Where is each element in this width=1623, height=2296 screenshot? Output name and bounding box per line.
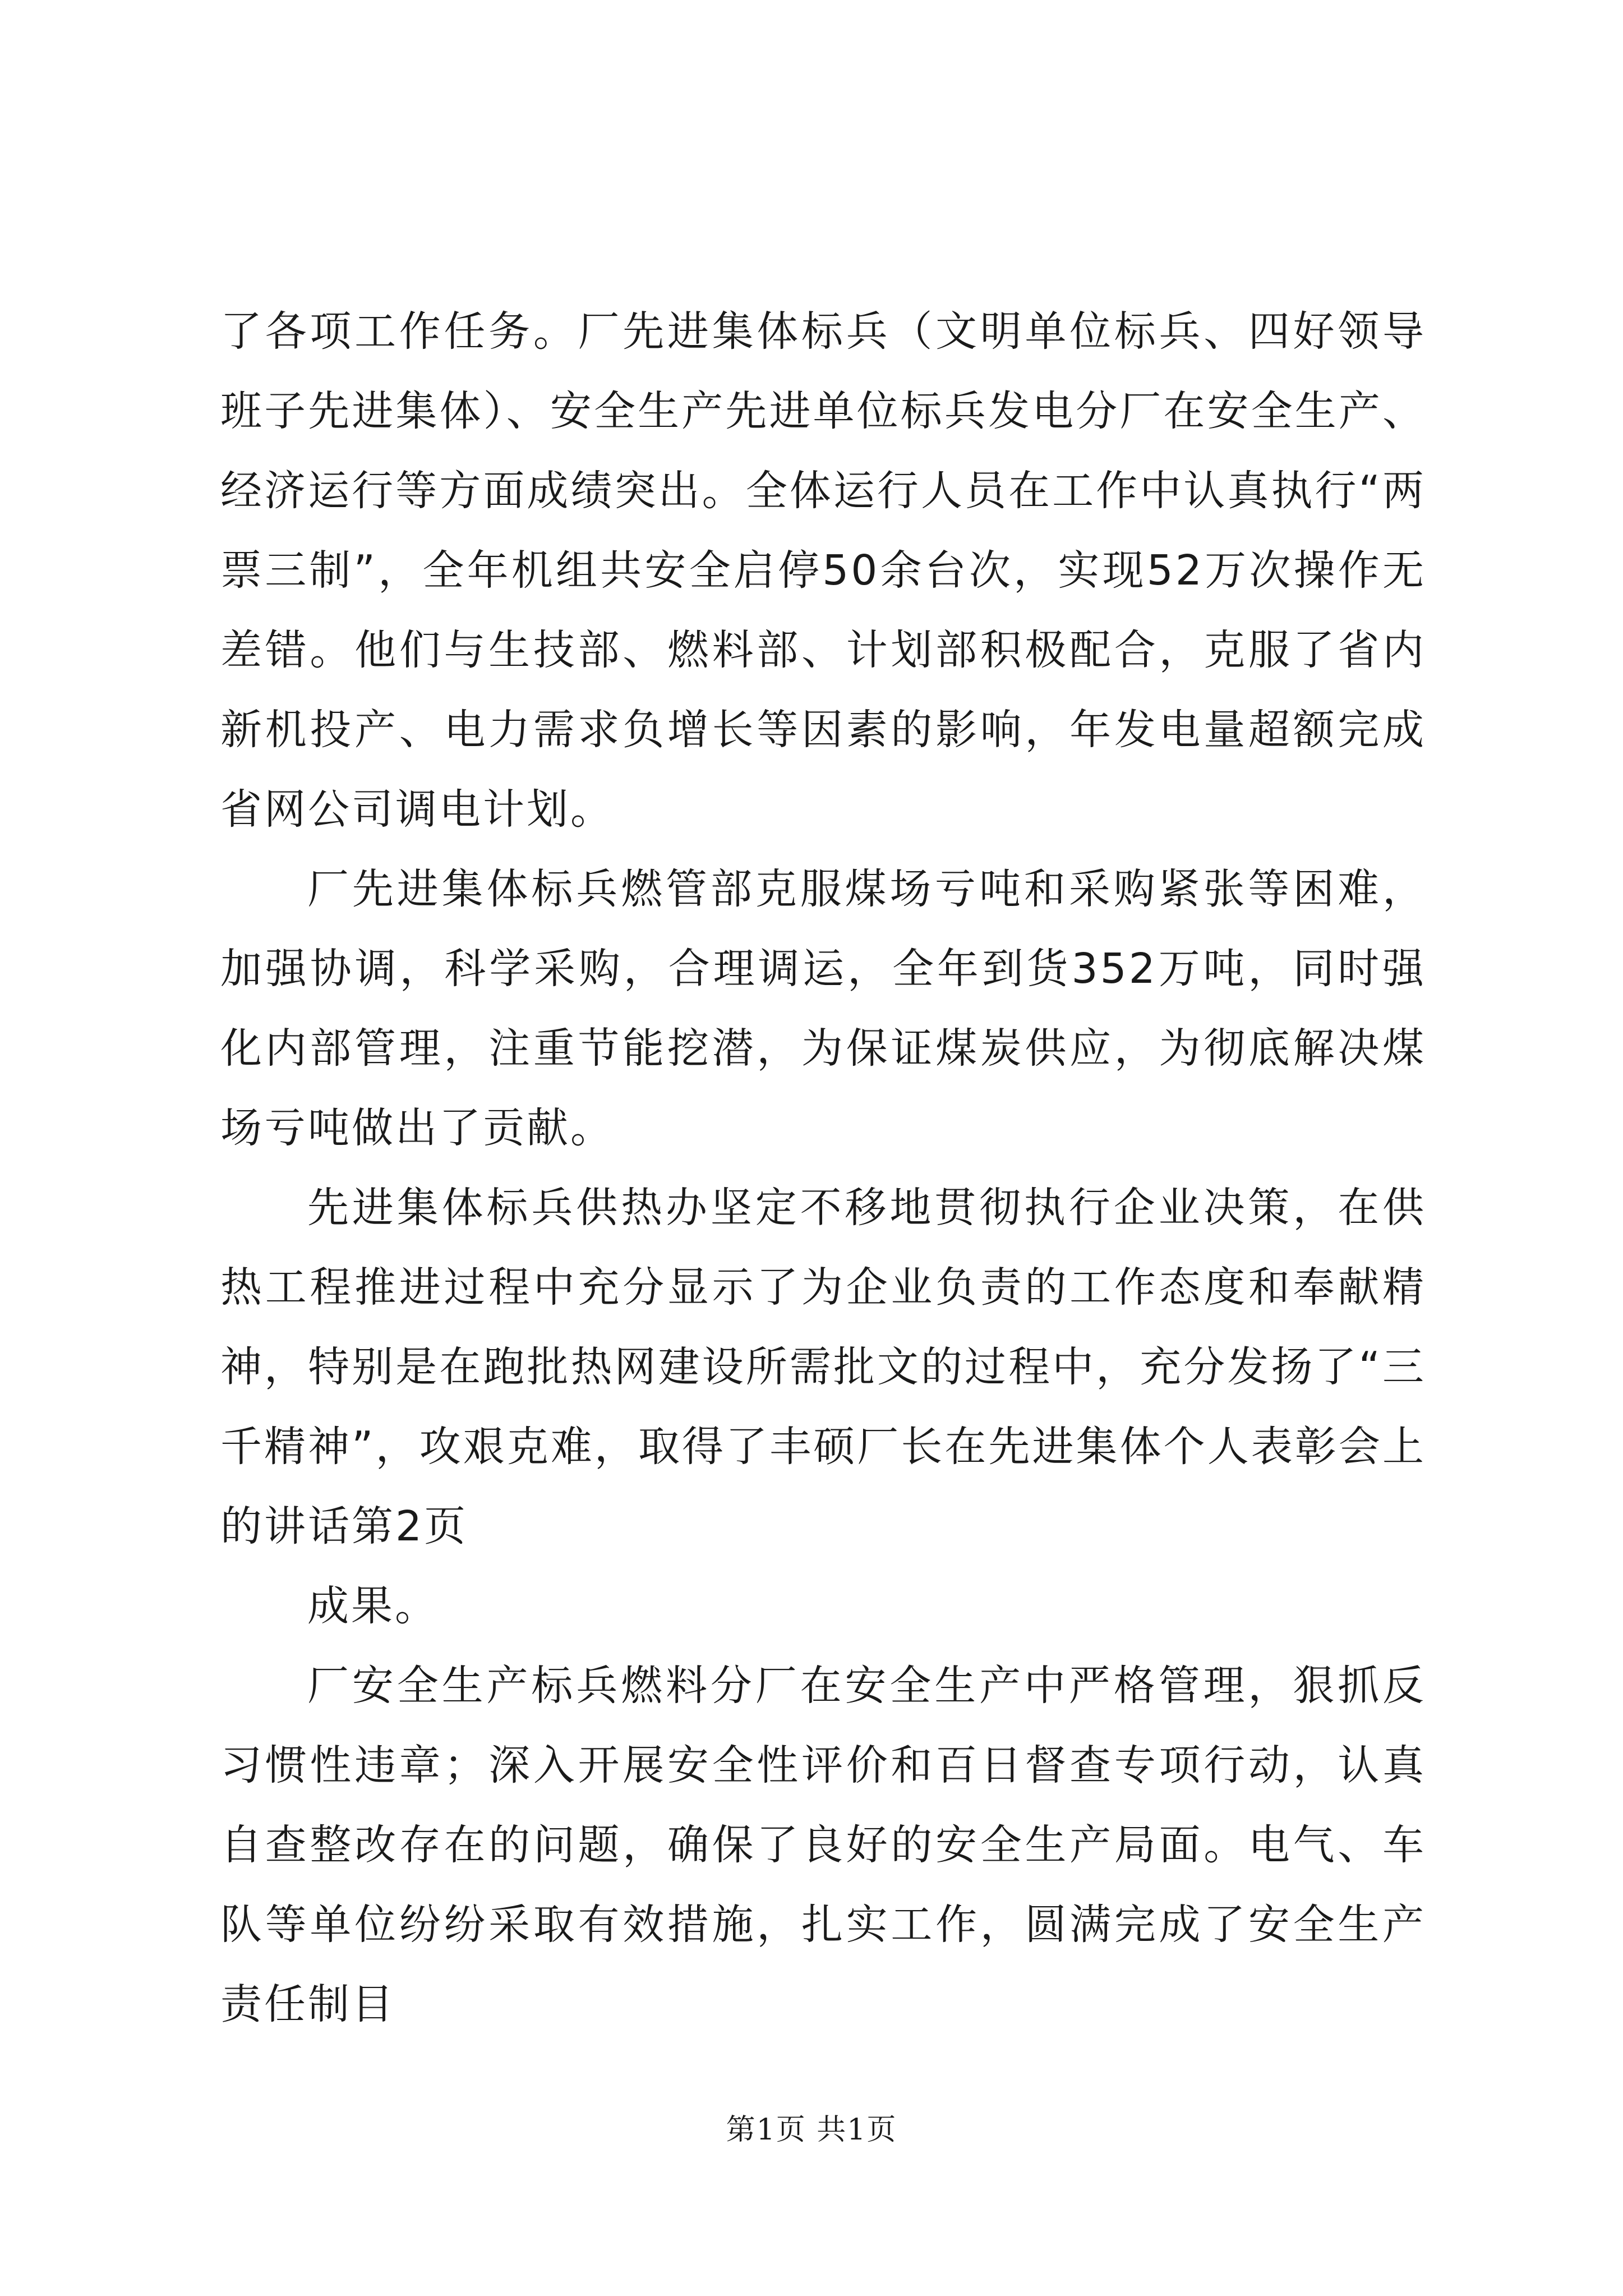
paragraph-5: 厂安全生产标兵燃料分厂在安全生产中严格管理，狠抓反习惯性违章；深入开展安全性评价和百日督查专项行动，认真自查整改存在的问题，确保了良好的安全生产局面。电气、车队等单位纷纷采取有效措施，扎实工作，圆满完成了安全生产责任制目	[220, 1662, 1426, 2028]
paragraph-4: 成果。	[307, 1582, 439, 1630]
paragraph-2: 厂先进集体标兵燃管部克服煤场亏吨和采购紧张等困难，加强协调，科学采购，合理调运，全年到货352万吨，同时强化内部管理，注重节能挖潜，为保证煤炭供应，为彻底解决煤场亏吨做出了贡献。	[220, 865, 1426, 1152]
paragraph-3: 先进集体标兵供热办坚定不移地贯彻执行企业决策，在供热工程推进过程中充分显示了为企业负责的工作态度和奉献精神，特别是在跑批热网建设所需批文的过程中，充分发扬了“三千精神”，攻艰克难，取得了丰硕厂长在先进集体个人表彰会上的讲话第2页	[220, 1184, 1426, 1550]
page-footer: 第1页 共1页	[726, 2113, 897, 2147]
document-body	[220, 292, 1426, 2044]
paragraph-1: 了各项工作任务。厂先进集体标兵（文明单位标兵、四好领导班子先进集体）、安全生产先进单位标兵发电分厂在安全生产、经济运行等方面成绩突出。全体运行人员在工作中认真执行“两票三制”，全年机组共安全启停50余台次，实现52万次操作无差错。他们与生技部、燃料部、计划部积极配合，克服了省内新机投产、电力需求负增长等因素的影响，年发电量超额完成省网公司调电计划。	[220, 307, 1426, 834]
